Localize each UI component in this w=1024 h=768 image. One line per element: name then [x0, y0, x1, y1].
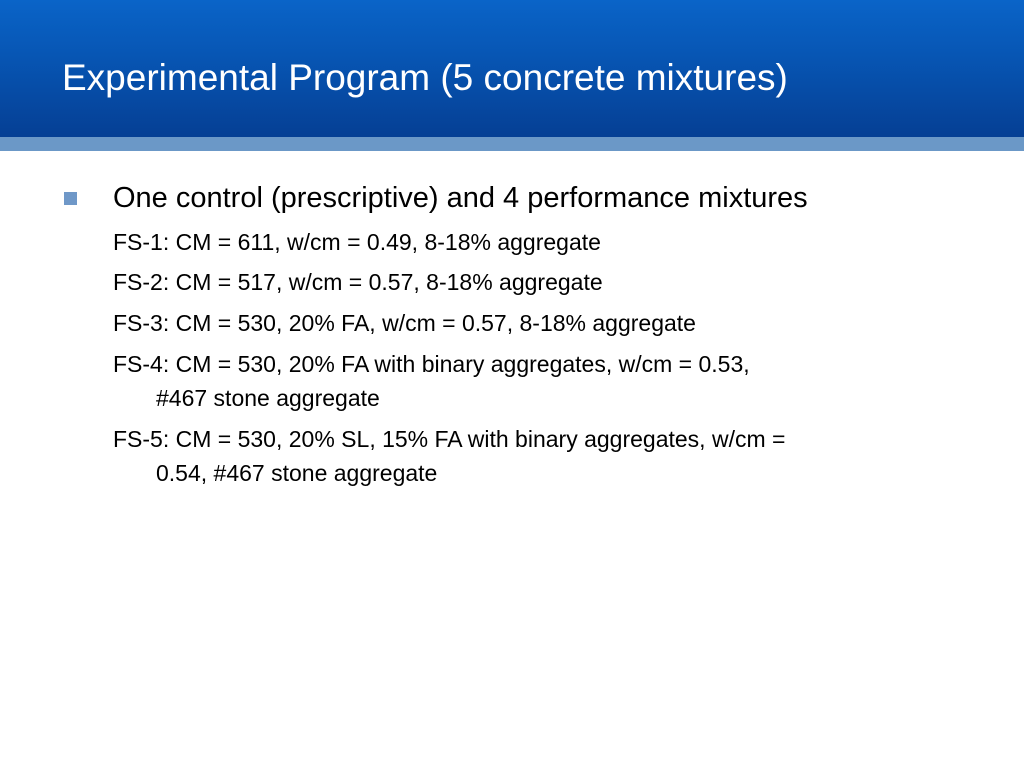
mixture-item-fs-4 — [113, 347, 963, 415]
mixture-item-text: FS-4: CM = 530, 20% FA with binary aggregates, w/cm = 0.53, — [113, 351, 750, 377]
mixture-item-fs-1 — [113, 225, 963, 259]
mixture-item-fs-2 — [113, 265, 963, 299]
main-bullet: One control (prescriptive) and 4 performance mixtures — [113, 182, 808, 214]
mixture-item-text: FS-2: CM = 517, w/cm = 0.57, 8-18% aggregate — [113, 269, 603, 295]
slide-title: Experimental Program (5 concrete mixtures) — [62, 57, 788, 98]
mixture-item-continuation: 0.54, #467 stone aggregate — [156, 460, 438, 486]
square-bullet-icon — [64, 192, 77, 205]
mixture-item-text: FS-3: CM = 530, 20% FA, w/cm = 0.57, 8-18% aggregate — [113, 310, 696, 336]
mixture-item-fs-5 — [113, 422, 963, 490]
mixture-item-fs-3 — [113, 306, 963, 340]
mixture-item-continuation: #467 stone aggregate — [156, 385, 380, 411]
title-stripe — [0, 137, 1024, 151]
mixture-item-text: FS-1: CM = 611, w/cm = 0.49, 8-18% aggregate — [113, 229, 601, 255]
mixture-item-text: FS-5: CM = 530, 20% SL, 15% FA with binary aggregates, w/cm = — [113, 426, 786, 452]
